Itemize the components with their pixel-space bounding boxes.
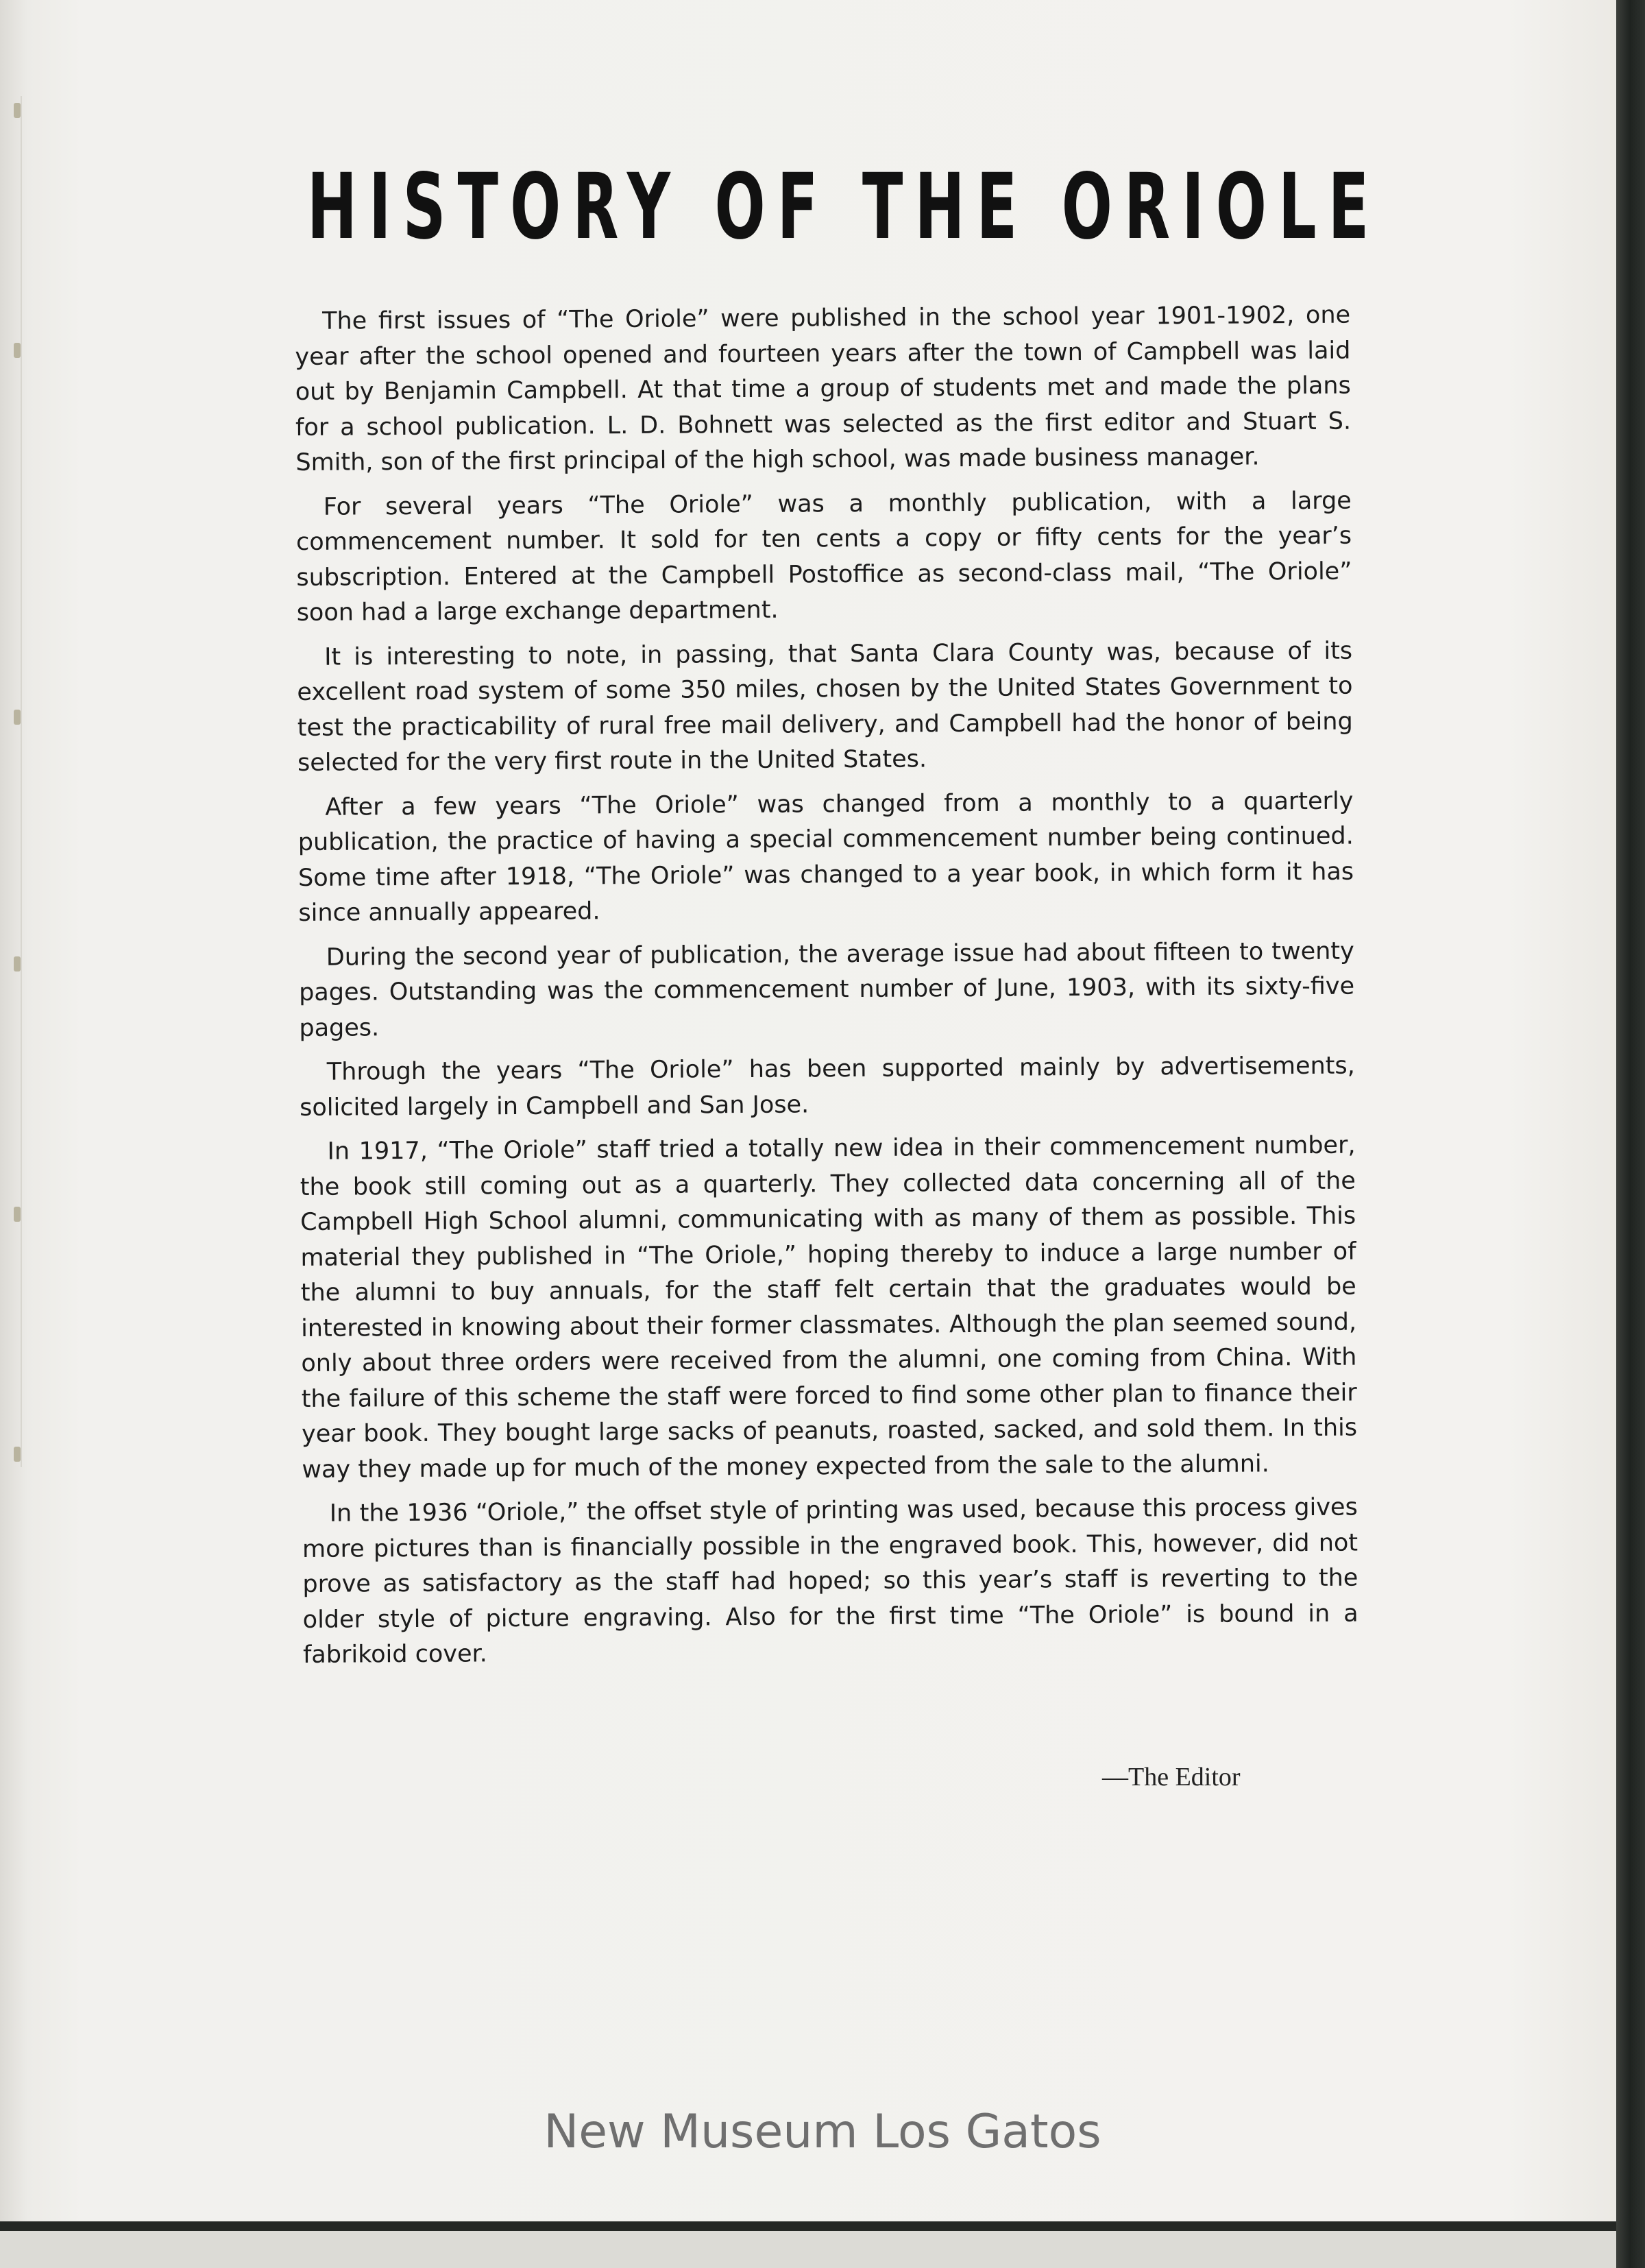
paragraph: During the second year of publication, the average issue had about fifteen to twenty pages. Outstanding was the commencement number of June, 1903, with its sixty-five pages. [299, 937, 1355, 1042]
paragraph: The first issues of “The Oriole” were published in the school year 1901-1902, one year after the school opened and fourteen years after the town of Campbell was laid out by Benjamin Campbell. At that time a group of students met and made the plans for a school publication. L. D. Bohnett was selected as the first editor and Stuart S. Smith, son of the first principal of the high school, was made business manager. [295, 301, 1352, 476]
watermark: New Museum Los Gatos [544, 2105, 1101, 2159]
book-cover-edge [1616, 0, 1645, 2268]
editor-signature: —The Editor [1102, 1763, 1241, 1792]
cover-rim [0, 2221, 1645, 2231]
paragraph: After a few years “The Oriole” was changed from a monthly to a quarterly publication, the practice of having a special commencement number being continued. Some time after 1918, “The Oriole” was changed to a year book, in which form it has since annually appeared. [297, 787, 1354, 927]
paragraph: It is interesting to note, in passing, that Santa Clara County was, because of its excellent road system of some 350 miles, chosen by the United States Government to test the practicability of rural free mail delivery, and Campbell had the honor of being selected for the very first route in the United States. [297, 637, 1353, 777]
paragraph: In 1917, “The Oriole” staff tried a totally new idea in their commencement number, the book still coming out as a quarterly. They collected data concerning all of the Campbell High School alumni, communicating with as many of them as possible. This material they published in “The Oriole,” hoping thereby to induce a large number of the alumni to buy annuals, for the staff felt certain that the graduates would be interested in knowing about their former classmates. Although the plan seemed sound, only about three orders were received from the alumni, one coming from China. With the failure of this scheme the staff were forced to find some other plan to finance their year book. They bought large sacks of peanuts, roasted, sacked, and sold them. In this way they made up for much of the money expected from the sale to the alumni. [300, 1131, 1358, 1484]
article-body [295, 298, 1358, 1682]
binding-stitch [14, 956, 21, 972]
binding-stitch [14, 710, 21, 725]
binding-stitch [14, 1207, 21, 1222]
binding-stitch [14, 1447, 21, 1462]
paragraph: For several years “The Oriole” was a monthly publication, with a large commencement number. It sold for ten cents a copy or fifty cents for the year’s subscription. Entered at the Campbell Postoffice as second-class mail, “The Oriole” soon had a large exchange department. [295, 487, 1352, 627]
binding-stitch [14, 103, 21, 118]
paragraph: Through the years “The Oriole” has been supported mainly by advertisements, solicited largely in Campbell and San Jose. [300, 1052, 1355, 1122]
paragraph: In the 1936 “Oriole,” the offset style of printing was used, because this process gives more pictures than is financially possible in the engraved book. This, however, did not prove as satisfactory as the staff had hoped; so this year’s staff is reverting to the older style of picture engraving. Also for the first time “The Oriole” is bound in a fabrikoid cover. [302, 1493, 1358, 1669]
binding-fold [21, 96, 26, 1467]
binding-stitch [14, 343, 21, 358]
page-bottom-edge [0, 2221, 1645, 2268]
page-title: HISTORY OF THE ORIOLE [307, 154, 1381, 260]
